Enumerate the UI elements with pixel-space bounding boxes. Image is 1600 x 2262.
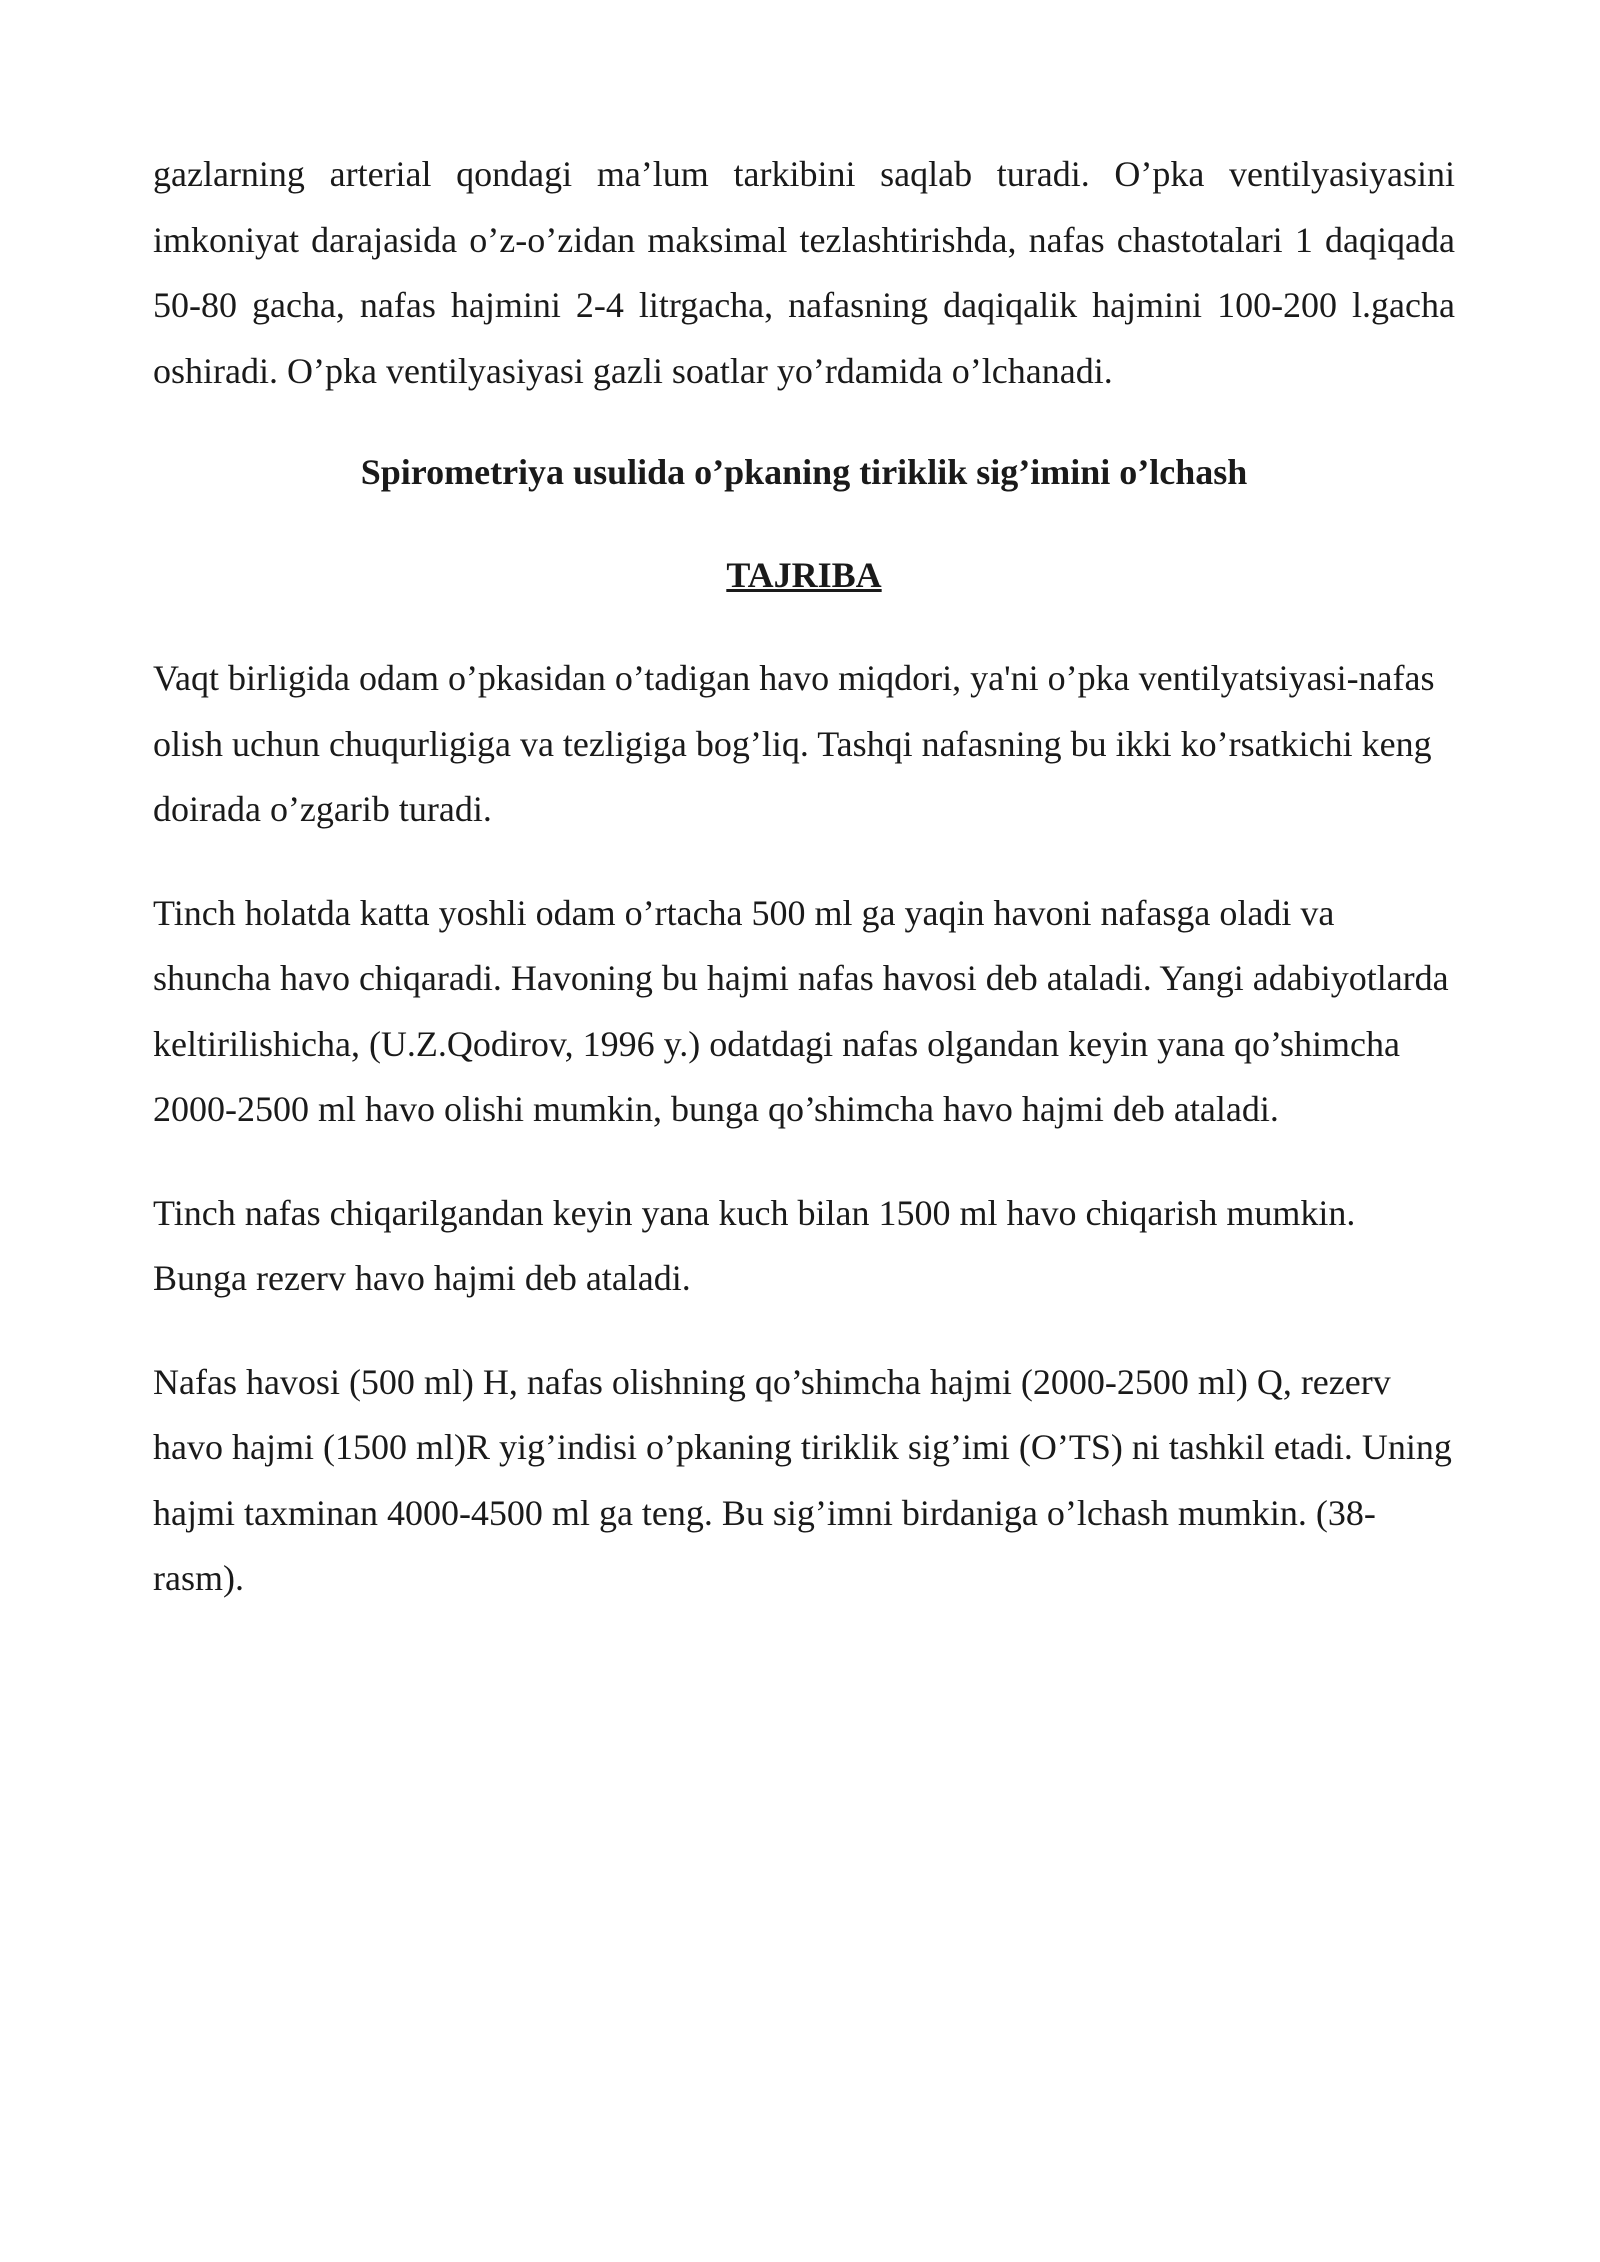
intro-paragraph: gazlarning arterial qondagi ma’lum tarkibini saqlab turadi. O’pka ventilyasiyasini imkoniyat darajasida o’z-o’zidan maksimal tezlashtirishda, nafas chastotalari 1 daqiqada 50-80 gacha, nafas hajmini 2-4 litrgacha, nafasning daqiqalik hajmini 100-200 l.gacha oshiradi. O’pka ventilyasiyasi gazli soatlar yo’rdamida o’lchanadi. (153, 154, 1455, 391)
body-paragraph: Tinch holatda katta yoshli odam o’rtacha 500 ml ga yaqin havoni nafasga oladi va shuncha havo chiqaradi. Havoning bu hajmi nafas havosi deb ataladi. Yangi adabiyotlarda keltirilishicha, (U.Z.Qodirov, 1996 y.) odatdagi nafas olgandan keyin yana qo’shimcha 2000-2500 ml havo olishi mumkin, bunga qo’shimcha havo hajmi deb ataladi. (153, 892, 1449, 1129)
document-page (153, 142, 1455, 1612)
body-paragraph: Nafas havosi (500 ml) H, nafas olishning qo’shimcha hajmi (2000-2500 ml) Q, rezerv havo hajmi (1500 ml)R yig’indisi o’pkaning tiriklik sig’imi (O’TS) ni tashkil etadi. Uning hajmi taxminan 4000-4500 ml ga teng. Bu sig’imni birdaniga o’lchash mumkin. (38-rasm). (153, 1361, 1452, 1598)
body-paragraph: Vaqt birligida odam o’pkasidan o’tadigan havo miqdori, ya'ni o’pka ventilyatsiyasi-nafas olish uchun chuqurligiga va tezligiga bog’liq. Tashqi nafasning bu ikki ko’rsatkichi keng doirada o’zgarib turadi. (153, 658, 1435, 829)
body-paragraph: Tinch nafas chiqarilgandan keyin yana kuch bilan 1500 ml havo chiqarish mumkin. Bunga rezerv havo hajmi deb ataladi. (153, 1192, 1356, 1298)
section-title: Spirometriya usulida o’pkaning tiriklik sig’imini o’lchash (360, 452, 1248, 492)
subsection-title: TAJRIBA (726, 555, 882, 595)
